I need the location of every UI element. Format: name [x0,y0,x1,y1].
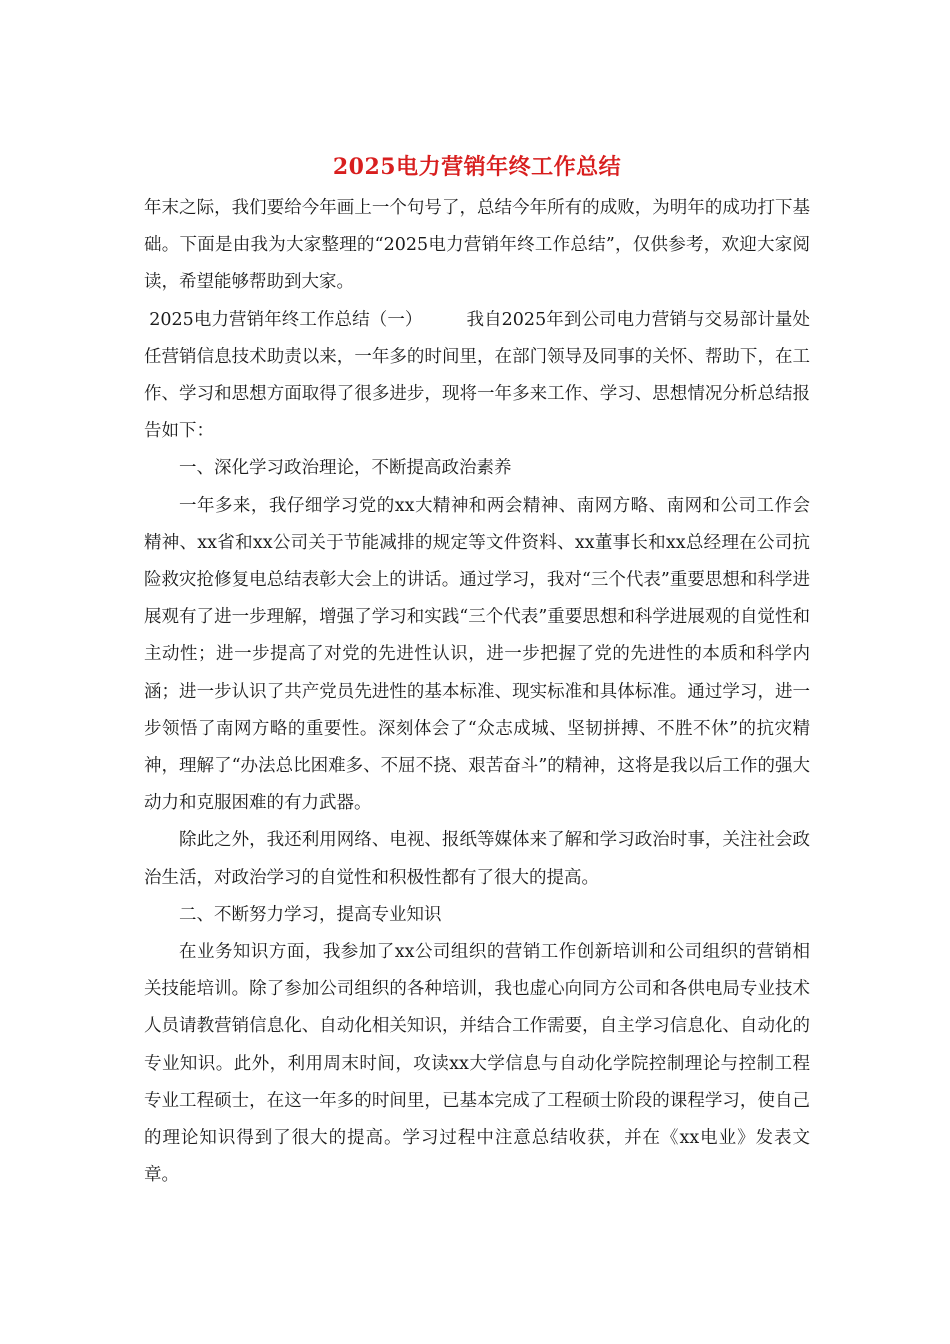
media-study-paragraph: 除此之外，我还利用网络、电视、报纸等媒体来了解和学习政治时事，关注社会政治生活，对政治学习的自觉性和积极性都有了很大的提高。 [144,830,810,888]
political-study-paragraph: 一年多来，我仔细学习党的xx大精神和两会精神、南网方略、南网和公司工作会精神、xx省和xx公司关于节能减排的规定等文件资料、xx董事长和xx总经理在公司抗险救灾抢修复电总结表彰大会上的讲话。通过学习，我对“三个代表”重要思想和科学进展观有了进一步理解，增强了学习和实践“三个代表”重要思想和科学进展观的自觉性和主动性；进一步提高了对党的先进性认识，进一步把握了党的先进性的本质和科学内涵；进一步认识了共产党员先进性的基本标准、现实标准和具体标准。通过学习，进一步领悟了南网方略的重要性。深刻体会了“众志成城、坚韧拼搏、不胜不休”的抗灾精神，理解了“办法总比困难多、不屈不挠、艰苦奋斗”的精神，这将是我以后工作的强大动力和克服困难的有力武器。 [144,495,810,814]
document-page [144,150,810,1194]
heading-professional-knowledge: 二、不断努力学习，提高专业知识 [179,904,442,925]
section-one-opening-paragraph: 2025电力营销年终工作总结（一） 我自2025年到公司电力营销与交易部计量处任营销信息技术助责以来，一年多的时间里，在部门领导及同事的关怀、帮助下，在工作、学习和思想方面取得了很多进步，现将一年多来工作、学习、思想情况分析总结报告如下： [144,309,810,442]
professional-training-paragraph: 在业务知识方面，我参加了xx公司组织的营销工作创新培训和公司组织的营销相关技能培训。除了参加公司组织的各种培训，我也虚心向同方公司和各供电局专业技术人员请教营销信息化、自动化相关知识，并结合工作需要，自主学习信息化、自动化的专业知识。此外，利用周末时间，攻读xx大学信息与自动化学院控制理论与控制工程专业工程硕士，在这一年多的时间里，已基本完成了工程硕士阶段的课程学习，使自己的理论知识得到了很大的提高。学习过程中注意总结收获，并在《xx电业》发表文章。 [144,942,810,1186]
heading-political-theory: 一、深化学习政治理论，不断提高政治素养 [179,458,512,479]
intro-paragraph: 年末之际，我们要给今年画上一个句号了，总结今年所有的成败，为明年的成功打下基础。下面是由我为大家整理的“2025电力营销年终工作总结”，仅供参考，欢迎大家阅读，希望能够帮助到大家。 [144,198,810,293]
document-title: 2025电力营销年终工作总结 [332,154,622,180]
